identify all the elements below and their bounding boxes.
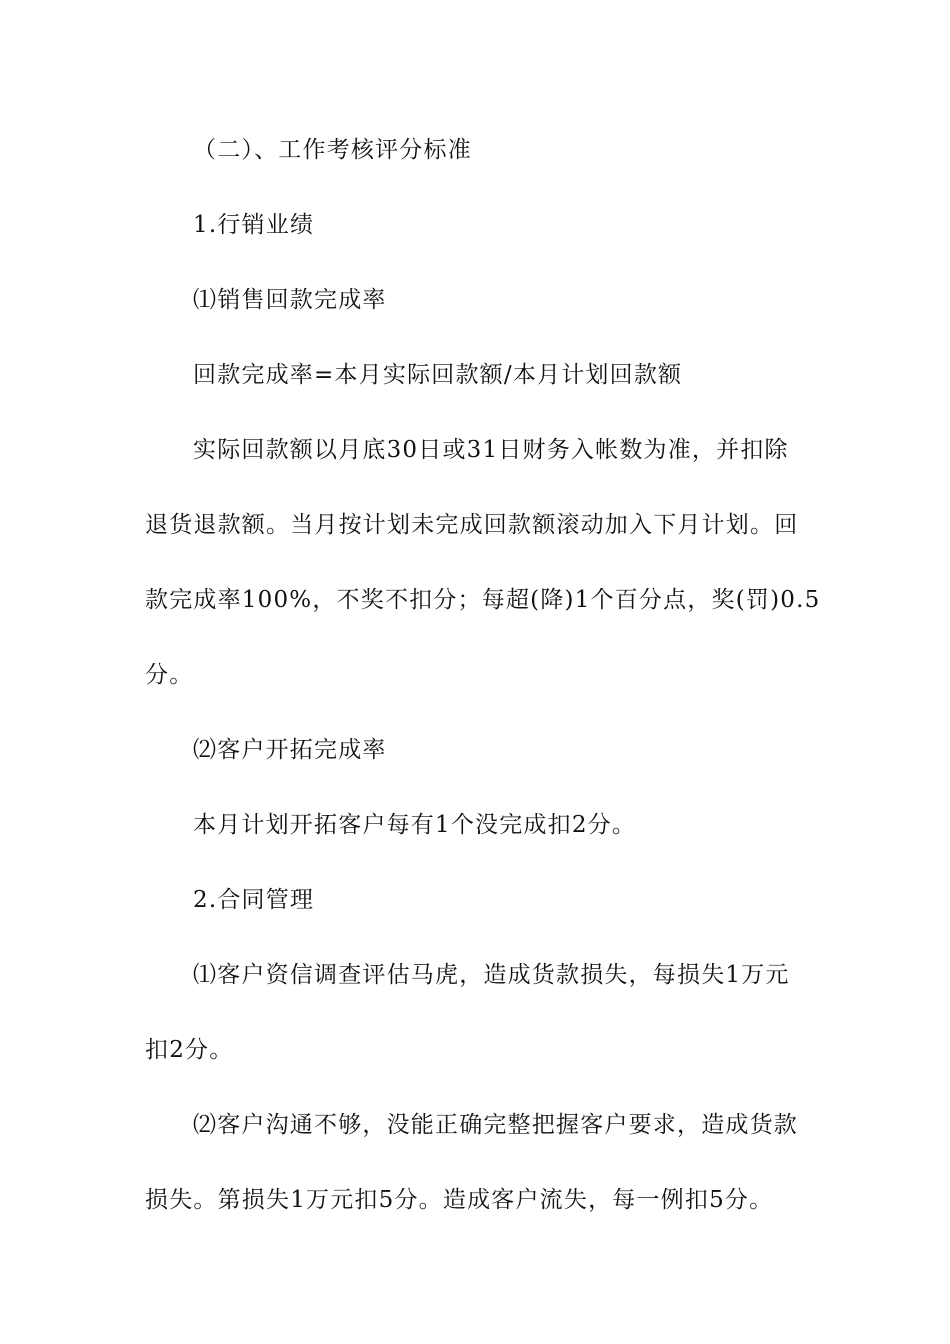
paragraph-line: 退货退款额。当月按计划未完成回款额滚动加入下月计划。回 xyxy=(145,512,799,538)
paragraph-line: 本月计划开拓客户每有1个没完成扣2分。 xyxy=(193,812,637,838)
paragraph-line: 分。 xyxy=(145,662,194,688)
paragraph-line: 扣2分。 xyxy=(145,1037,234,1063)
item-heading: ⑵客户开拓完成率 xyxy=(193,737,387,763)
paragraph-line: ⑵客户沟通不够，没能正确完整把握客户要求，造成货款 xyxy=(193,1112,798,1138)
item-heading: ⑴销售回款完成率 xyxy=(193,287,387,313)
subsection-heading: 2.合同管理 xyxy=(193,887,315,913)
subsection-heading: 1.行销业绩 xyxy=(193,212,315,238)
paragraph-line: 实际回款额以月底30日或31日财务入帐数为准，并扣除 xyxy=(193,437,789,463)
section-heading: （二）、工作考核评分标准 xyxy=(193,137,472,163)
paragraph-line: 损失。第损失1万元扣5分。造成客户流失，每一例扣5分。 xyxy=(145,1187,774,1213)
paragraph-line: 款完成率100%，不奖不扣分；每超(降)1个百分点，奖(罚)0.5 xyxy=(145,587,821,613)
paragraph-line: ⑴客户资信调查评估马虎，造成货款损失，每损失1万元 xyxy=(193,962,790,988)
formula-line: 回款完成率=本月实际回款额/本月计划回款额 xyxy=(193,362,683,388)
